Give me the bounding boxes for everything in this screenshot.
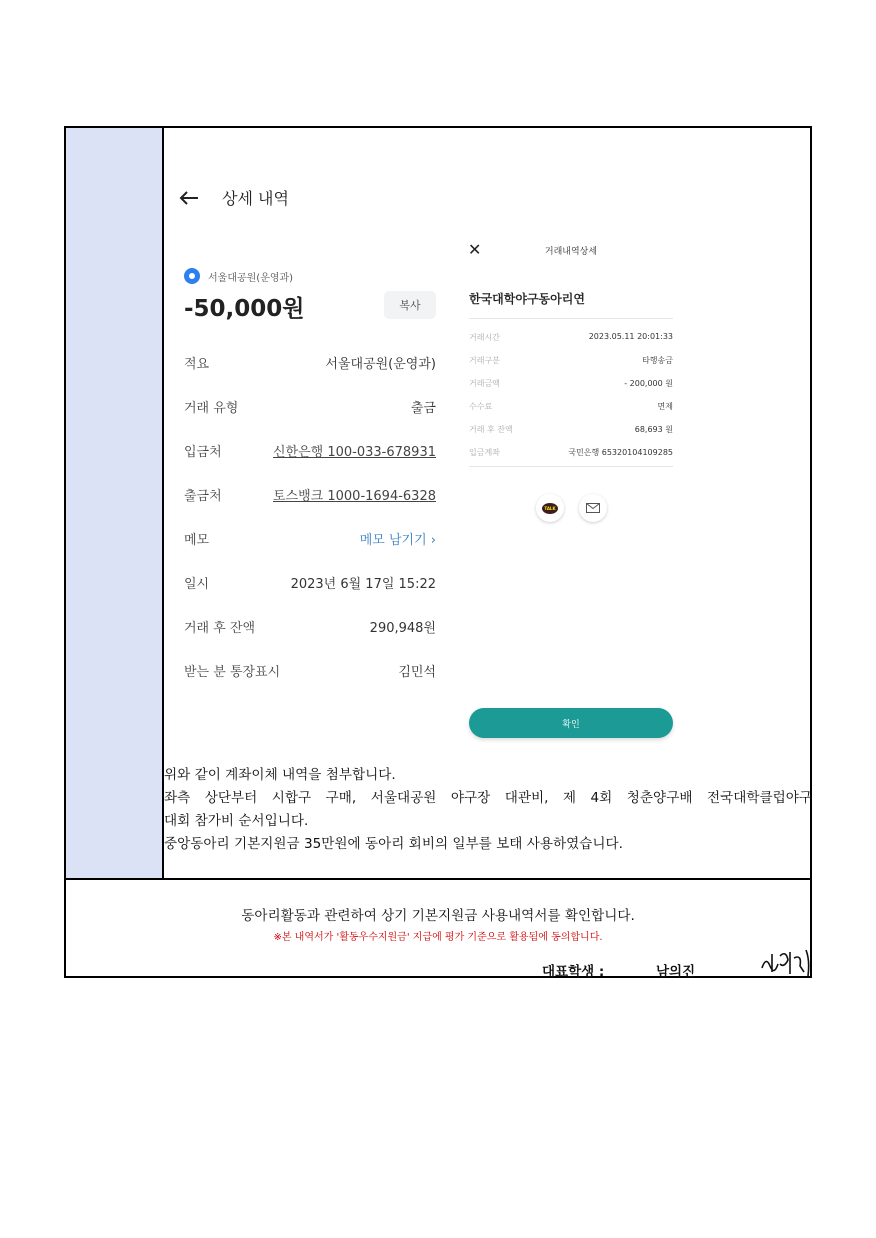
left-label-column <box>66 128 164 878</box>
detail-value[interactable]: 토스뱅크 1000-1694-6328 <box>273 489 436 504</box>
receipt-label: 거래금액 <box>469 379 500 388</box>
confirmation-text: 동아리활동과 관련하여 상기 기본지원금 사용내역서를 확인합니다. <box>241 908 635 924</box>
detail-row <box>184 397 436 416</box>
copy-button[interactable]: 복사 <box>384 291 436 319</box>
detail-value: 2023년 6월 17일 15:22 <box>290 577 436 592</box>
receipt-label: 수수료 <box>469 402 493 411</box>
detail-row <box>184 617 436 636</box>
detail-value: 김민석 <box>398 665 436 680</box>
divider <box>469 318 673 319</box>
detail-label: 받는 분 통장표시 <box>184 665 281 680</box>
kakao-talk-share-icon[interactable] <box>536 494 564 522</box>
receipt-label: 거래 후 잔액 <box>469 425 513 434</box>
receipt-value: 2023.05.11 20:01:33 <box>588 332 673 341</box>
detail-label: 출금처 <box>184 489 222 504</box>
detail-label: 거래 후 잔액 <box>184 621 256 636</box>
body-line-4: 중앙동아리 기본지원금 35만원에 동아리 회비의 일부를 보태 사용하였습니다. <box>164 836 623 852</box>
table-divider <box>66 878 810 880</box>
receipt-value: 타행송금 <box>642 356 673 365</box>
receipt-row <box>469 401 673 412</box>
detail-value: 290,948원 <box>369 621 436 636</box>
bank-logo-icon <box>184 268 200 284</box>
receipt-value: 68,693 원 <box>634 425 673 434</box>
receipt-row <box>469 424 673 435</box>
detail-label: 적요 <box>184 357 210 372</box>
detail-label: 일시 <box>184 577 210 592</box>
account-name: 서울대공원(운영과) <box>208 272 294 284</box>
receipt-label: 거래시간 <box>469 333 500 342</box>
detail-row <box>184 441 436 460</box>
detail-row <box>184 485 436 504</box>
receipt-value: - 200,000 원 <box>624 379 673 388</box>
confirm-button[interactable]: 확인 <box>469 708 673 738</box>
detail-row[interactable] <box>184 529 436 548</box>
receipt-row <box>469 332 673 343</box>
page-title: 상세 내역 <box>222 189 289 208</box>
detail-label: 메모 <box>184 533 210 548</box>
representative-label: 대표학생 : <box>542 964 605 980</box>
divider <box>469 466 673 467</box>
signature <box>758 946 814 978</box>
recipient-name: 한국대학야구동아리연 <box>469 292 585 306</box>
receipt-title: 거래내역상세 <box>544 247 598 257</box>
talk-badge: TALK <box>542 503 558 514</box>
document-frame <box>64 126 812 978</box>
transfer-amount: -50,000원 <box>184 296 305 322</box>
receipt-label: 거래구분 <box>469 356 500 365</box>
receipt-value: 국민은행 65320104109285 <box>568 448 673 457</box>
message-share-icon[interactable] <box>579 494 607 522</box>
account-row <box>184 268 293 284</box>
detail-value[interactable]: 신한은행 100-033-678931 <box>273 445 436 460</box>
detail-row <box>184 353 436 372</box>
detail-label: 거래 유형 <box>184 401 239 416</box>
back-arrow-icon[interactable] <box>178 190 200 206</box>
detail-value: 출금 <box>410 401 436 416</box>
detail-label: 입금처 <box>184 445 222 460</box>
body-line-2: 좌측 상단부터 시합구 구매, 서울대공원 야구장 대관비, 제 4회 청춘양구배 전국대학클럽야구 <box>164 790 812 806</box>
detail-row <box>184 661 436 680</box>
body-line-1: 위와 같이 계좌이체 내역을 첨부합니다. <box>164 767 396 783</box>
envelope-icon <box>586 503 600 513</box>
consent-notice: ※본 내역서가 '활동우수지원금' 지급에 평가 기준으로 활용됨에 동의합니다. <box>273 932 603 943</box>
representative-name: 남의진 <box>656 964 696 980</box>
receipt-row <box>469 355 673 366</box>
receipt-row <box>469 378 673 389</box>
close-icon[interactable]: ✕ <box>468 240 482 259</box>
receipt-row <box>469 447 673 458</box>
detail-value[interactable]: 메모 남기기 › <box>359 533 436 548</box>
body-line-3: 대회 참가비 순서입니다. <box>164 813 309 829</box>
detail-row <box>184 573 436 592</box>
detail-value: 서울대공원(운영과) <box>325 357 436 372</box>
receipt-label: 입금계좌 <box>469 448 500 457</box>
detail-header <box>178 186 289 209</box>
receipt-value: 면제 <box>657 402 673 411</box>
